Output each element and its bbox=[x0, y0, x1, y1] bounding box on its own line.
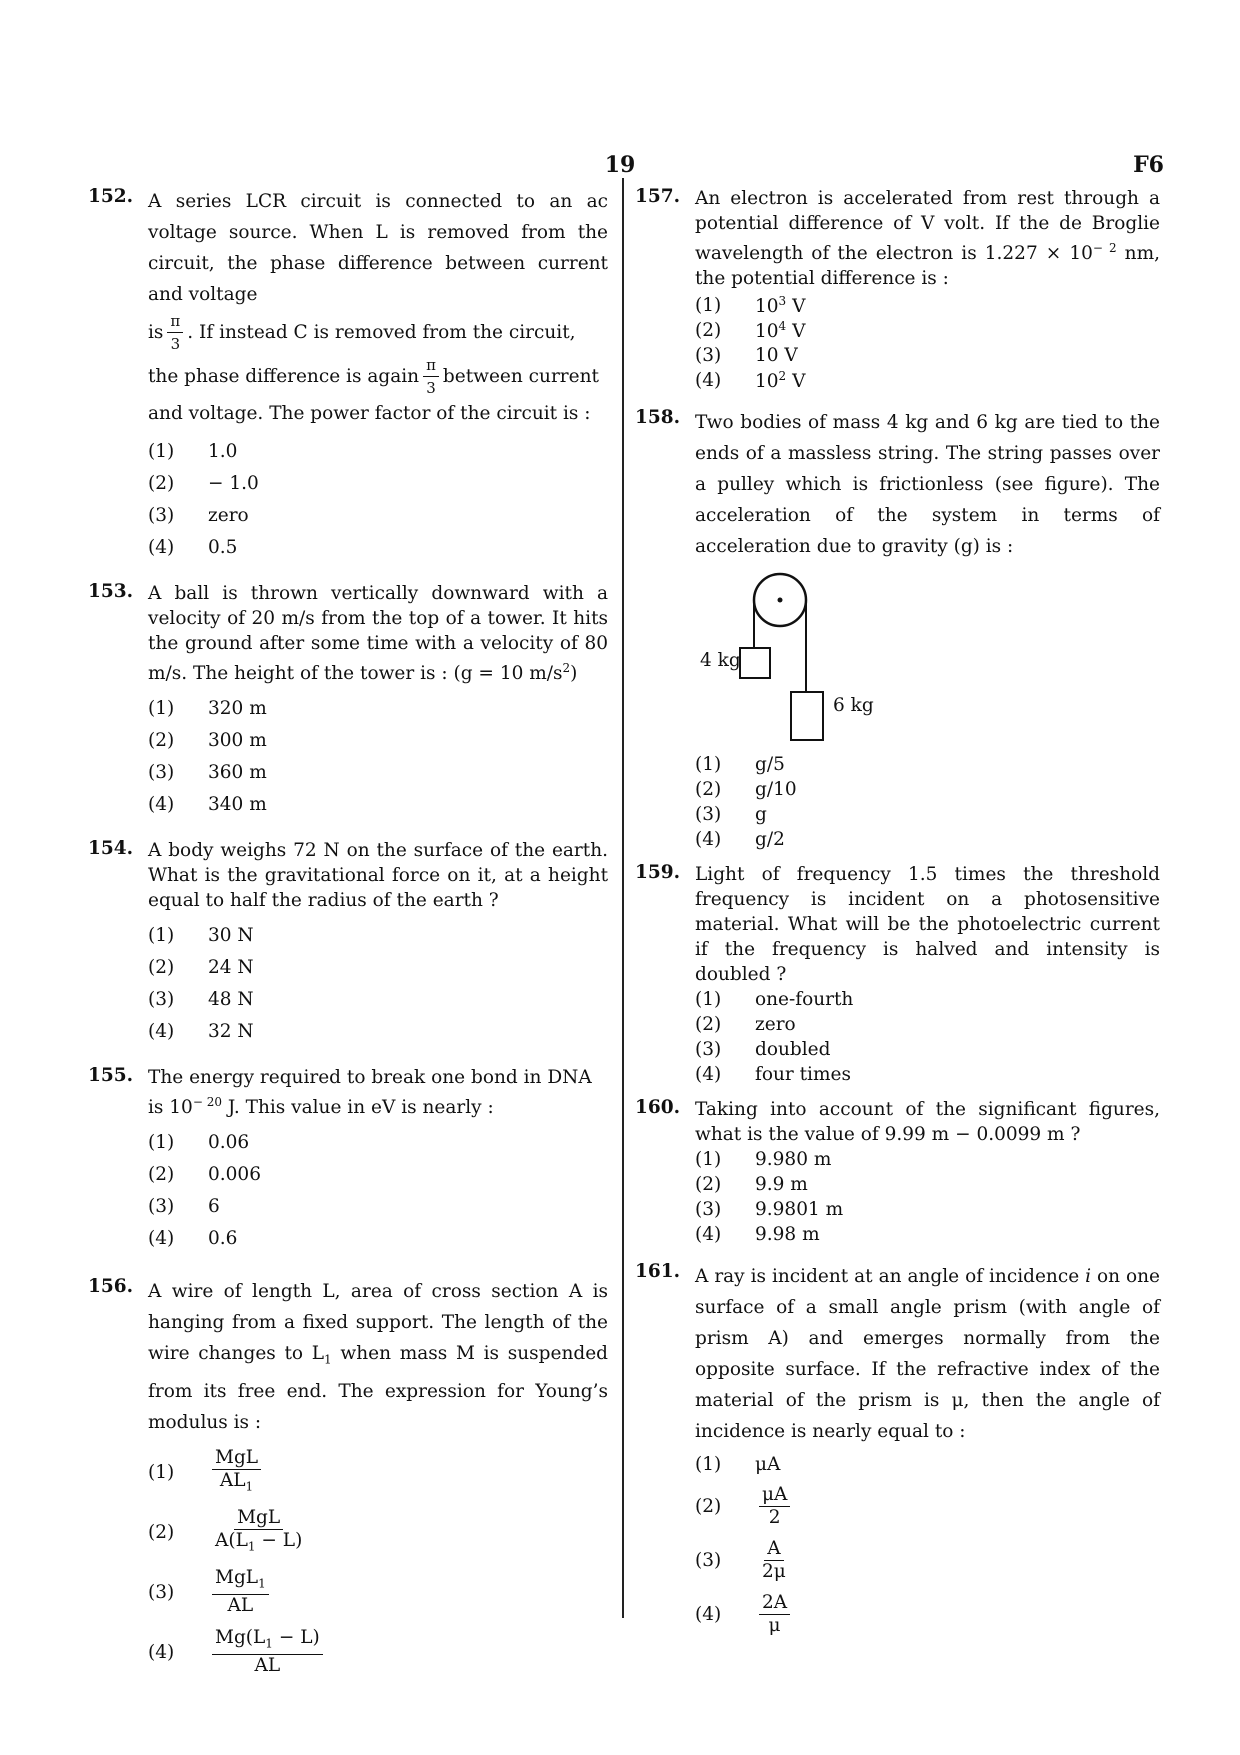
option-4[interactable]: (4) 0.5 bbox=[148, 536, 238, 558]
question-number: 155. bbox=[88, 1065, 134, 1087]
question-number: 157. bbox=[635, 186, 681, 207]
option-4[interactable]: (4) $\frac{2A}{\mu}$ bbox=[695, 1587, 1160, 1641]
options bbox=[148, 692, 608, 820]
option-2[interactable]: (2) 300 m bbox=[148, 729, 267, 751]
options bbox=[148, 1126, 608, 1254]
options bbox=[695, 752, 1160, 852]
option-4[interactable]: (4) 0.6 bbox=[148, 1227, 238, 1249]
option-2[interactable]: (2) $\frac{\mu A}{2}$ bbox=[695, 1479, 1160, 1533]
question-155 bbox=[88, 1065, 608, 1254]
options bbox=[148, 435, 608, 563]
question-number: 161. bbox=[635, 1261, 681, 1283]
question-154 bbox=[88, 838, 608, 1047]
options bbox=[148, 1442, 608, 1682]
question-157 bbox=[635, 186, 1160, 393]
option-1[interactable]: (1) μA bbox=[695, 1453, 781, 1475]
option-4[interactable]: (4) 9.98 m bbox=[695, 1224, 820, 1246]
question-161 bbox=[635, 1261, 1160, 1641]
right-column bbox=[635, 186, 1160, 1641]
fraction: $\frac{\text{MgL}}{A(L_1 - L)}$ bbox=[215, 1506, 303, 1554]
option-3[interactable]: (3) 360 m bbox=[148, 761, 267, 783]
question-number: 152. bbox=[88, 186, 134, 207]
question-number: 159. bbox=[635, 862, 681, 884]
question-text: A wire of length L, area of cross section A is hanging from a fixed support. The length of the wire changes to $L_1$ when mass M is suspended from its free end. The expression for Young’s modulus is : bbox=[148, 1281, 608, 1433]
fraction-pi-over-3: $\frac{\pi}{3}$ bbox=[167, 310, 183, 355]
option-2[interactable]: (2) g/10 bbox=[695, 779, 797, 801]
fraction-pi-over-3: $\frac{\pi}{3}$ bbox=[423, 354, 439, 399]
booklet-code: F6 bbox=[1133, 152, 1164, 178]
question-text: A ray is incident at an angle of incidence i on one surface of a small angle prism (with angle of prism A) and emerges normally from the opposite surface. If the refractive index of the material of the prism is μ, then the angle of incidence is nearly equal to : bbox=[695, 1266, 1160, 1443]
option-3[interactable]: (3) 9.9801 m bbox=[695, 1199, 844, 1221]
mass-6kg-block bbox=[791, 692, 823, 740]
option-4[interactable]: (4) g/2 bbox=[695, 829, 785, 851]
option-2[interactable]: (2) $\frac{\text{MgL}}{A(L_1 - L)}$ bbox=[148, 1502, 608, 1562]
question-text: Taking into account of the significant figures, what is the value of 9.99 m − 0.0099 m ? bbox=[695, 1099, 1160, 1146]
text-part: and voltage. The power factor of the circuit is : bbox=[148, 403, 591, 424]
fraction: $\frac{A}{2\mu}$ bbox=[762, 1537, 786, 1582]
question-number: 158. bbox=[635, 407, 681, 429]
option-2[interactable]: (2) 0.006 bbox=[148, 1163, 261, 1185]
option-3[interactable]: (3) 10 V bbox=[695, 345, 798, 367]
text-part: . If instead C is removed from the circuit, bbox=[187, 321, 576, 343]
question-text: A ball is thrown vertically downward with a velocity of 20 m/s from the top of a tower. It hits the ground after some time with a velocity of 80 m/s. The height of the tower is : (g = 10 $m/s^2$) bbox=[148, 583, 608, 685]
fraction: $\frac{\mu A}{2}$ bbox=[759, 1484, 790, 1529]
question-text: Two bodies of mass 4 kg and 6 kg are tied to the ends of a massless string. The string passes over a pulley which is frictionless (see figure). The acceleration of the system in terms of acceleration due to gravity (g) is : bbox=[695, 412, 1160, 558]
question-156 bbox=[88, 1276, 608, 1682]
options bbox=[695, 293, 1160, 393]
option-1[interactable]: (1) 9.980 m bbox=[695, 1149, 832, 1171]
option-1[interactable]: (1) $10^3$ V bbox=[695, 294, 806, 318]
mass-6kg-label: 6 kg bbox=[833, 695, 874, 717]
question-160 bbox=[635, 1097, 1160, 1247]
option-1[interactable]: (1) g/5 bbox=[695, 754, 785, 776]
option-2[interactable]: (2) zero bbox=[695, 1014, 796, 1036]
options bbox=[695, 1147, 1160, 1247]
question-158 bbox=[635, 407, 1160, 852]
text-part: between current bbox=[442, 365, 599, 387]
option-3[interactable]: (3) $\frac{MgL_1}{AL}$ bbox=[148, 1562, 608, 1622]
options bbox=[695, 987, 1160, 1087]
option-1[interactable]: (1) $\frac{\text{MgL}}{AL_1}$ bbox=[148, 1442, 608, 1502]
option-1[interactable]: (1) one-fourth bbox=[695, 989, 854, 1011]
option-3[interactable]: (3) zero bbox=[148, 504, 249, 526]
fraction: $\frac{2A}{\mu}$ bbox=[759, 1592, 790, 1637]
pulley-axle bbox=[778, 598, 783, 603]
option-1[interactable]: (1) 1.0 bbox=[148, 440, 238, 462]
fraction: $\frac{MgL_1}{AL}$ bbox=[212, 1567, 269, 1618]
option-2[interactable]: (2) 9.9 m bbox=[695, 1174, 808, 1196]
option-4[interactable]: (4) $10^2$ V bbox=[695, 369, 806, 393]
mass-4kg-label: 4 kg bbox=[700, 650, 741, 672]
question-152 bbox=[88, 186, 608, 563]
question-number: 156. bbox=[88, 1276, 134, 1298]
text-part: A series LCR circuit is connected to an ac voltage source. When L is removed from the circuit, the phase difference between current and voltage bbox=[148, 191, 608, 305]
pulley-figure bbox=[695, 562, 1160, 752]
question-text: A body weighs 72 N on the surface of the earth. What is the gravitational force on it, at a height equal to half the radius of the earth ? bbox=[148, 840, 608, 912]
option-2[interactable]: (2) $10^4$ V bbox=[695, 319, 806, 343]
option-3[interactable]: (3) doubled bbox=[695, 1039, 831, 1061]
fraction: $\frac{\text{MgL}}{AL_1}$ bbox=[212, 1447, 261, 1498]
question-text: An electron is accelerated from rest through a potential difference of V volt. If the de Broglie wavelength of the electron is $1.227 \times 10^{- 2}$ nm, the potential difference is : bbox=[695, 188, 1160, 290]
option-3[interactable]: (3) 6 bbox=[148, 1195, 220, 1217]
text-part: is bbox=[148, 321, 164, 343]
option-3[interactable]: (3) 48 N bbox=[148, 988, 254, 1010]
option-3[interactable]: (3) g bbox=[695, 804, 767, 826]
option-4[interactable]: (4) 340 m bbox=[148, 793, 267, 815]
question-number: 153. bbox=[88, 581, 134, 602]
text-part: the phase difference is again bbox=[148, 365, 420, 387]
option-1[interactable]: (1) 0.06 bbox=[148, 1131, 250, 1153]
mass-4kg-block bbox=[740, 648, 770, 678]
option-1[interactable]: (1) 320 m bbox=[148, 697, 267, 719]
question-text bbox=[148, 186, 608, 429]
option-2[interactable]: (2) − 1.0 bbox=[148, 472, 259, 494]
question-text: The energy required to break one bond in DNA is $10^{- 20}$ J. This value in eV is nearly : bbox=[148, 1067, 592, 1119]
options bbox=[695, 1449, 1160, 1641]
option-3[interactable]: (3) $\frac{A}{2\mu}$ bbox=[695, 1533, 1160, 1587]
page-number: 19 bbox=[604, 152, 636, 178]
fraction: $\frac{Mg(L_1 - L)}{AL}$ bbox=[212, 1627, 323, 1678]
option-2[interactable]: (2) 24 N bbox=[148, 956, 254, 978]
options bbox=[148, 919, 608, 1047]
question-text: Light of frequency 1.5 times the threshold frequency is incident on a photosensitive material. What will be the photoelectric current if the frequency is halved and intensity is doubled ? bbox=[695, 864, 1160, 986]
option-4[interactable]: (4) 32 N bbox=[148, 1020, 254, 1042]
left-column bbox=[88, 186, 608, 1682]
question-number: 160. bbox=[635, 1097, 681, 1119]
option-4[interactable]: (4) four times bbox=[695, 1064, 851, 1086]
option-4[interactable]: (4) $\frac{Mg(L_1 - L)}{AL}$ bbox=[148, 1622, 608, 1682]
option-1[interactable]: (1) 30 N bbox=[148, 924, 254, 946]
column-divider bbox=[622, 178, 624, 1618]
question-153 bbox=[88, 581, 608, 820]
question-159 bbox=[635, 862, 1160, 1087]
question-number: 154. bbox=[88, 838, 134, 860]
